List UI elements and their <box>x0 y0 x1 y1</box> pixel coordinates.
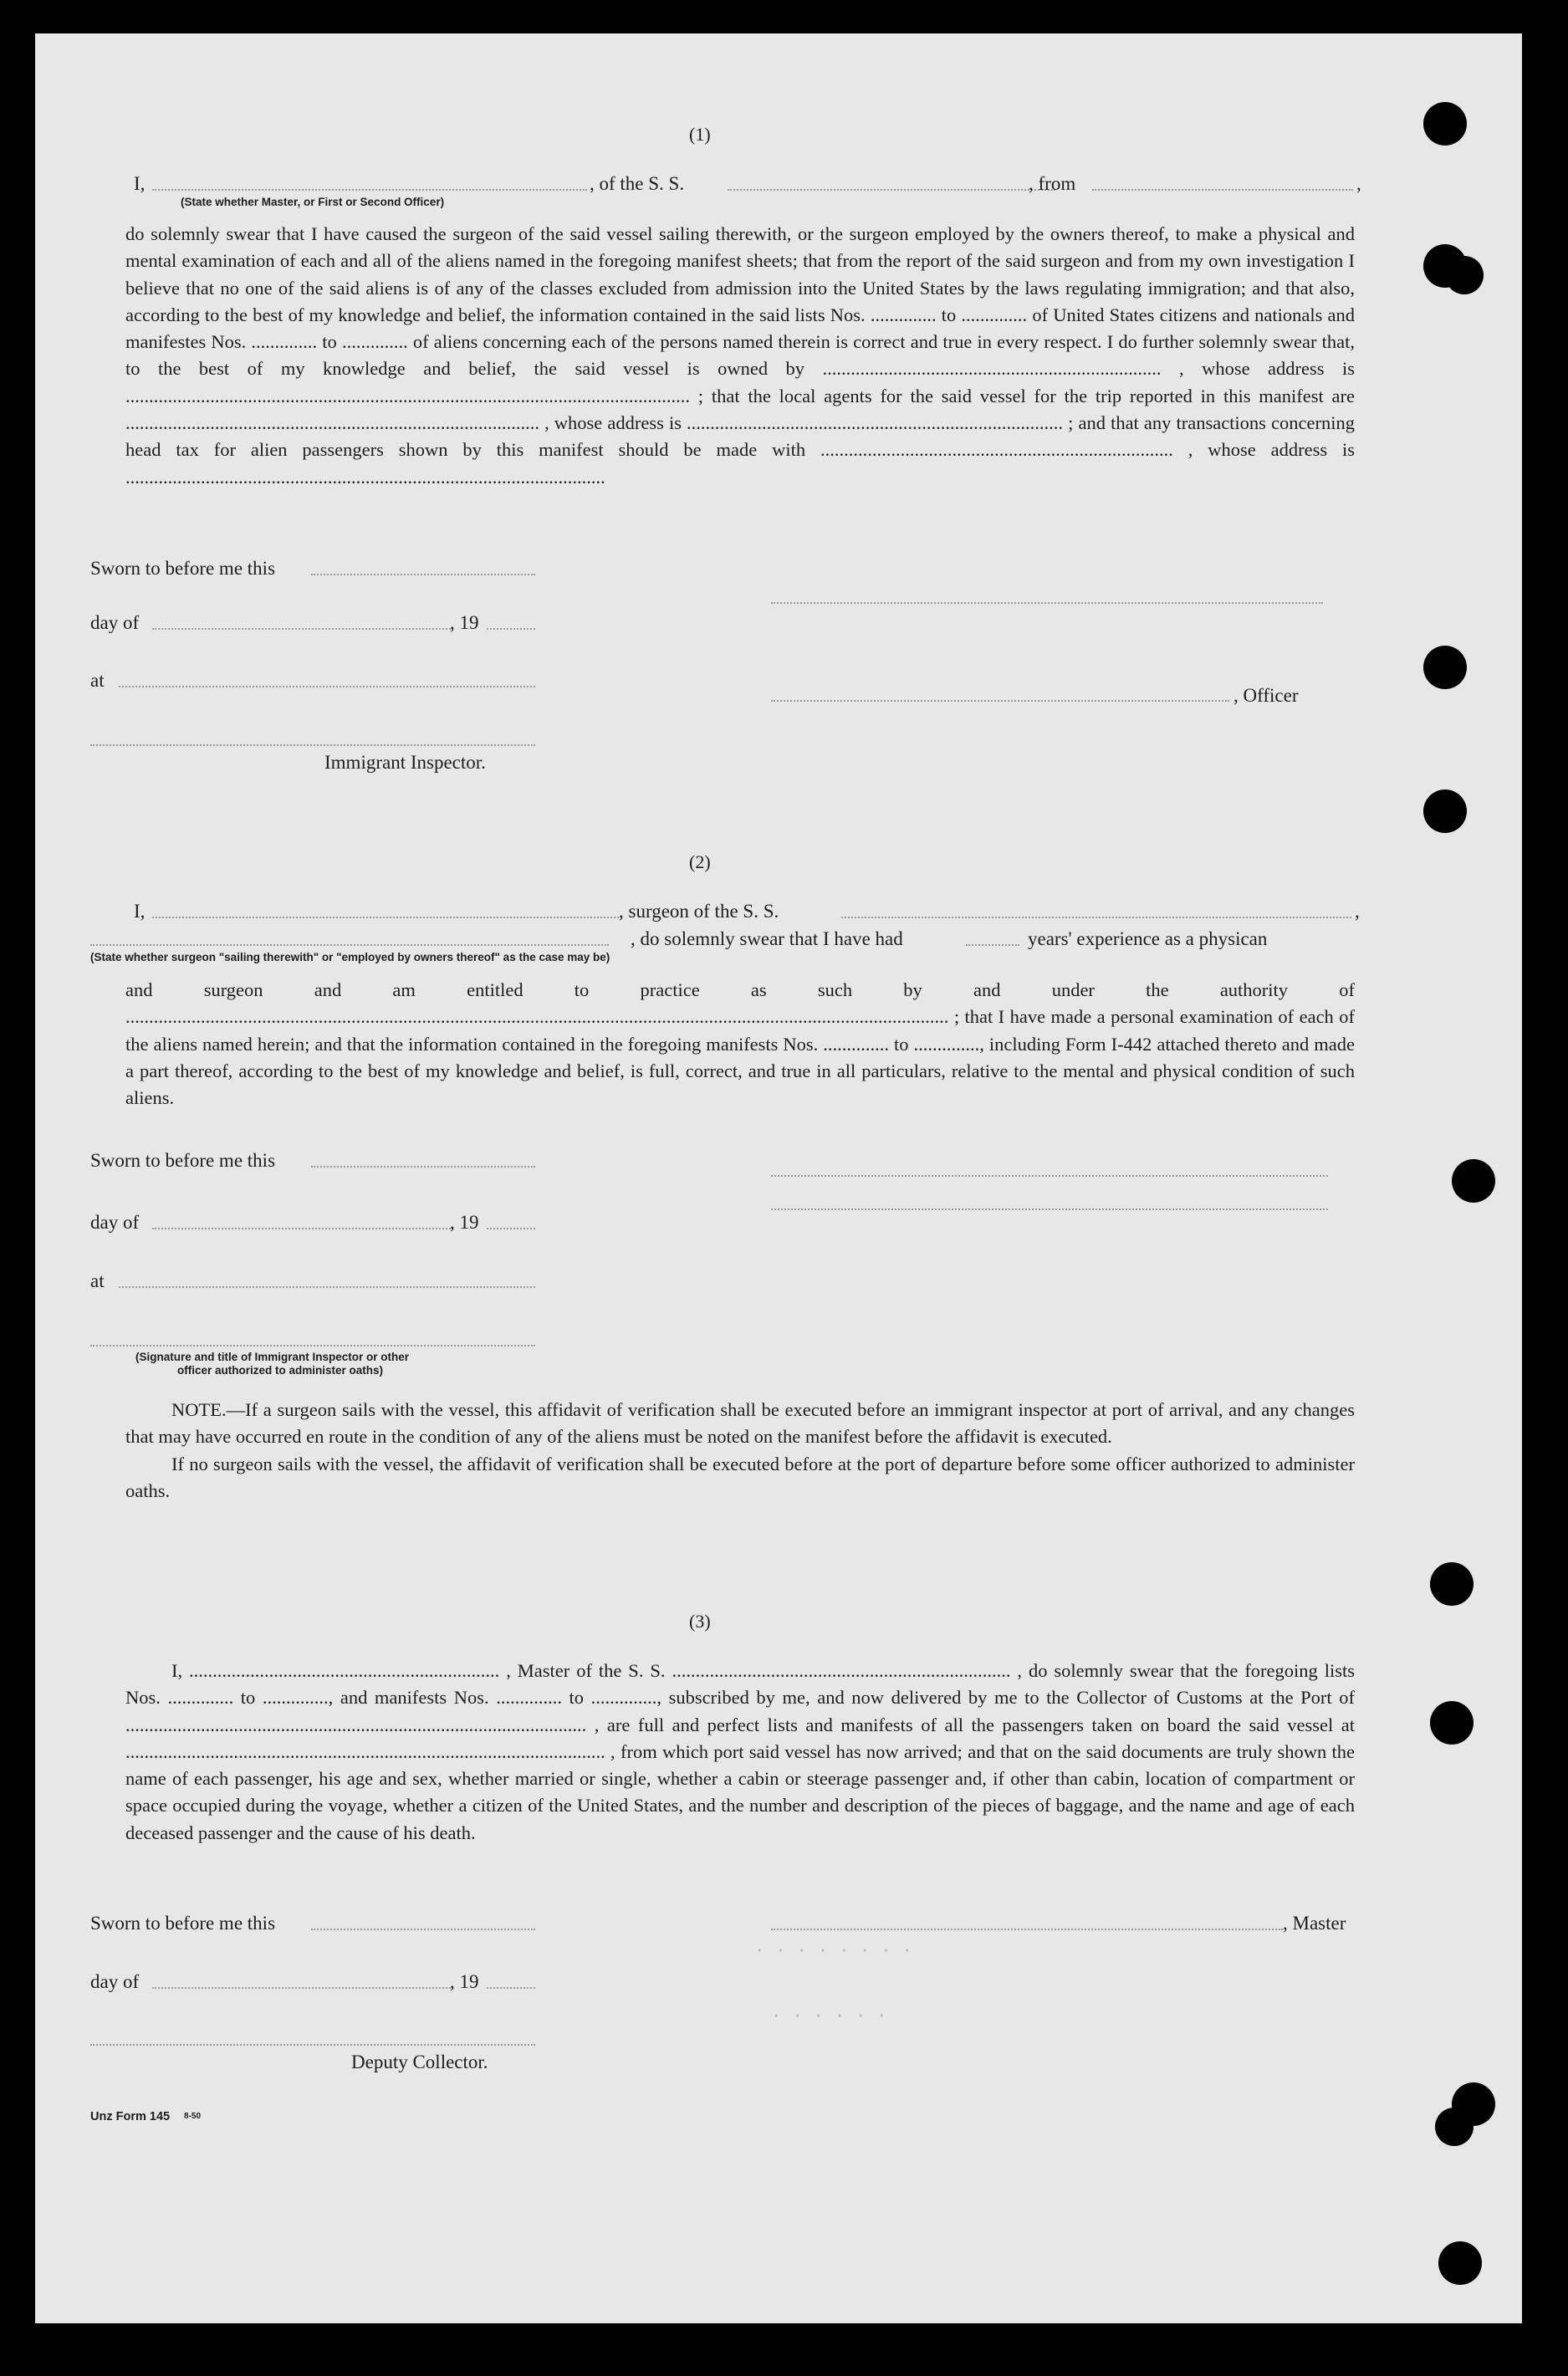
section-1-number: (1) <box>689 124 711 145</box>
form-date: 8-50 <box>184 2112 202 2121</box>
surgeon-of-ss-label: , surgeon of the S. S. <box>619 901 779 922</box>
day-line <box>152 628 453 630</box>
inspector-signature-line <box>90 744 535 746</box>
surgeon-inspector-signature-line <box>90 1345 535 1346</box>
collector-signature-line <box>90 2044 535 2046</box>
master-label: , Master <box>1283 1913 1346 1934</box>
master-affidavit-text: do solemnly swear that I have caused the surgeon of the said vessel sailing therewith, or the surgeon employed by the owners thereof, to make a physical and mental examination of each and all of the aliens named in the foregoing manifest sheets; that from the report of the said surgeon and from my own investigation I believe that no one of the said aliens is of any of the classes excluded from admission into the United States by the laws regulating immigration; and that also, according to the best of my knowledge and belief, the information contained in the said lists Nos. .............. to .............. of United States citizens and nationals and manifestes Nos. .............. to .............. of aliens concerning each of the persons named therein is correct and true in every respect. I do further solemnly swear that, to the best of my knowledge and belief, the said vessel is owned by ........................................................................ , whose address is ........................................................................................................................ ; that the local agents for the said vessel for the trip reported in this manifest are ........................................................................................ , whose address is ................................................................................ ; and that any transactions concerning head tax for alien passengers shown by this manifest should be made with ........................................................................... , whose address is ...................................................................................................... <box>125 223 1355 488</box>
inspector-signature-note-2: officer authorized to administer oaths) <box>177 1364 384 1377</box>
at-label: at <box>90 670 105 691</box>
surgeon-sworn-label: Sworn to before me this <box>90 1150 276 1171</box>
surgeon-at-place-line <box>119 1286 535 1288</box>
vessel-name-line <box>728 189 1055 191</box>
trailing-comma: , <box>1356 173 1361 194</box>
swear-years-label: , do solemnly swear that I have had <box>631 928 903 949</box>
punch-hole <box>1423 789 1467 833</box>
officer-title-line <box>771 700 1229 702</box>
inspector-signature-note-1: (Signature and title of Immigrant Inspector or other <box>135 1351 410 1363</box>
punch-hole <box>1423 102 1467 146</box>
inspector-title: Immigrant Inspector. <box>324 752 486 773</box>
collector-year-line <box>487 1987 535 1989</box>
form-id: Unz Form 145 <box>90 2110 171 2123</box>
officer-label: , Officer <box>1233 685 1299 706</box>
from-label: , from <box>1029 173 1076 194</box>
section-2-number: (2) <box>689 851 711 872</box>
master-declaration-text: I, .................................................................. , Master of the S. S. ........................................................................ , do solemnly swear that the foregoing lists Nos. .............. to .............., and manifests Nos. .............. to .............., subscribed by me, and now delivered by me to the Collector of Customs at the Port of .................................................................................................. , are full and perfect lists and manifests of all the passengers taken on board the said vessel at ...................................................................................................... , from which port said vessel has now arrived; and that on the said documents are truly shown the name of each passenger, his age and sex, whether married or single, whether a cabin or steerage passenger and, if other than cabin, location of compartment or space occupied during the voyage, whether a citizen of the United States, and the number and description of the pieces of baggage, and the name and age of each deceased passenger and the cause of his death. <box>125 1660 1355 1843</box>
officer-name-line <box>152 189 587 191</box>
surgeon-i-label: I, <box>134 901 146 922</box>
collector-sworn-date-line <box>311 1929 535 1930</box>
punch-hole <box>1445 256 1484 294</box>
bleed-through-marks: · · · · · · · · <box>754 1942 913 1961</box>
bleed-through-marks: · · · · · · <box>771 2007 887 2026</box>
year-label: , 19 <box>450 612 479 633</box>
years-line <box>966 944 1019 946</box>
surgeon-vessel-line <box>841 917 1351 918</box>
surgeon-capacity-line <box>90 944 609 946</box>
sworn-label: Sworn to before me this <box>90 558 276 579</box>
deputy-collector-title: Deputy Collector. <box>351 2052 488 2072</box>
punch-hole <box>1423 646 1467 689</box>
surgeon-at-label: at <box>90 1270 105 1291</box>
collector-year-label: , 19 <box>450 1971 479 1992</box>
master-signature-line <box>771 1929 1283 1930</box>
surgeon-name-line <box>152 917 622 918</box>
collector-sworn-label: Sworn to before me this <box>90 1913 276 1934</box>
officer-signature-line <box>771 602 1323 604</box>
from-port-line <box>1092 189 1353 191</box>
surgeon-trailing-comma: , <box>1355 901 1360 922</box>
punch-hole <box>1452 1159 1495 1203</box>
section-3-number: (3) <box>689 1611 711 1632</box>
surgeon-year-line <box>487 1228 535 1229</box>
day-of-label: day of <box>90 612 140 633</box>
officer-rank-note: (State whether Master, or First or Second Officer) <box>181 196 445 208</box>
surgeon-year-label: , 19 <box>450 1212 479 1233</box>
surgeon-notes: NOTE.—If a surgeon sails with the vessel, this affidavit of verification shall be executed before an immigrant inspector at port of arrival, and any changes that may have occurred en route in the condition of any of the aliens must be noted on the manifest before the affidavit is executed. If no surgeon sails with the vessel, the affidavit of verification shall be executed before at the port of departure before some officer authorized to administer oaths. <box>125 1399 1355 1501</box>
surgeon-capacity-note: (State whether surgeon "sailing therewith" or "employed by owners thereof" as the case may be) <box>90 951 610 963</box>
officer-i-label: I, <box>134 173 146 194</box>
collector-day-line <box>152 1987 453 1989</box>
punch-hole <box>1438 2241 1482 2285</box>
sworn-date-line <box>311 574 535 575</box>
surgeon-affidavit-text: and surgeon and am entitled to practice as such by and under the authority of ............................................................................................................................................................................... ; that I have made a personal examination of each of the aliens named herein; and that the information contained in the foregoing manifests Nos. .............. to .............., including Form I-442 attached thereto and made a part thereof, according to the best of my knowledge and belief, is full, correct, and true in all particulars, relative to the mental and physical condition of such aliens. <box>125 979 1355 1109</box>
punch-hole <box>1435 2108 1474 2146</box>
surgeon-day-of-label: day of <box>90 1212 140 1233</box>
of-the-ss-label: , of the S. S. <box>590 173 685 194</box>
manifest-sheet <box>35 33 1522 2323</box>
at-place-line <box>119 686 535 687</box>
collector-day-of-label: day of <box>90 1971 140 1992</box>
punch-hole <box>1430 1562 1474 1606</box>
surgeon-signature-line <box>771 1175 1328 1177</box>
surgeon-day-line <box>152 1228 453 1229</box>
punch-hole <box>1430 1701 1474 1745</box>
years-experience-label: years' experience as a physican <box>1028 928 1268 949</box>
surgeon-title-line <box>771 1208 1328 1210</box>
year-line <box>487 628 535 630</box>
surgeon-sworn-date-line <box>311 1166 535 1168</box>
